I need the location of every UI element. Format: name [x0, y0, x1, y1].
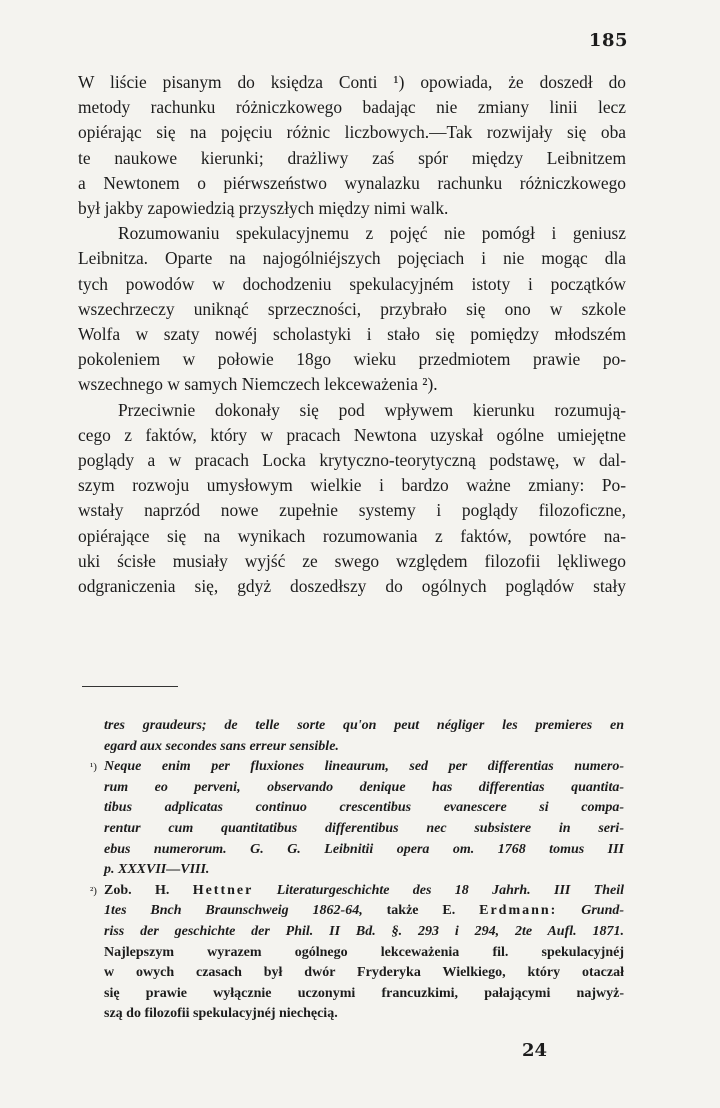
footnote-line: tibus adplicatas continuo crescentibus evanescere si compa- [104, 800, 624, 816]
text-line: tych powodów w dochodzeniu spekulacyjném istoty i początków [78, 273, 626, 294]
text-line: uki ścisłe musiały wyjść ze swego względem filozofii lękliwego [78, 550, 626, 571]
text-line: a Newtonem o piérwszeństwo wynalazku rachunku różniczkowego [78, 172, 626, 193]
text-line: szym rozwoju umysłowym wielkie i bardzo ważne zmiany: Po- [78, 475, 626, 496]
page-number: 185 [588, 30, 628, 51]
footnote-1 [90, 757, 624, 778]
text-line: opiérając się na pojęciu różnic liczbowych.—Tak rozwijały się oba [78, 122, 626, 143]
text-line: opiérające się na wynikach rozumowania z faktów, powtóre na- [78, 525, 626, 546]
footnote-line: w owych czasach był dwór Fryderyka Wielkiego, który otaczał [104, 965, 624, 981]
text-line: Rozumowaniu spekulacyjnemu z pojęć nie pomógł i geniusz [118, 223, 626, 244]
footnote-line: rum eo perveni, observando denique has differentias quantita- [104, 779, 624, 795]
author-name: Hettner [192, 882, 254, 898]
text-line: wszechrzeczy uniknąć sprzeczności, przybrało się ono w szkole [78, 298, 626, 319]
signature-mark: 24 [522, 1040, 548, 1061]
footnote-line: ebus numerorum. G. G. Leibnitii opera om. 1768 tomus III [104, 841, 624, 857]
footnote-line: szą do filozofii spekulacyjnéj niechęcią. [104, 1006, 338, 1022]
footnote-line: Neque enim per fluxiones lineaurum, sed per differentias numero- [104, 759, 624, 775]
text-line: wszechnego w samych Niemczech lekceważenia ²). [78, 374, 438, 395]
book-title: Grund- [581, 903, 625, 919]
author-name: Erdmann: [479, 903, 558, 919]
footnote-text: także E. [386, 903, 456, 919]
footnote-2 [90, 881, 625, 902]
footnote-line: rentur cum quantitatibus differentibus nec subsistere in seri- [104, 820, 624, 836]
footnote-line: egard aux secondes sans erreur sensible. [104, 738, 339, 754]
text-line: był jakby zapowiedzią przyszłych między nimi walk. [78, 198, 449, 219]
footnote-text: Zob. H. [104, 882, 170, 898]
text-line: te naukowe kierunki; drażliwy zaś spór między Leibnitzem [78, 147, 626, 168]
text-line: pokoleniem w połowie 18go wieku przedmiotem prawie po- [78, 349, 626, 370]
footnote-separator [82, 686, 178, 687]
text-line: poglądy a w pracach Locka krytyczno-teorytyczną podstawę, w dal- [78, 450, 626, 471]
text-line: Wolfa w szaty nowéj scholastyki i stało się pomiędzy młodszém [78, 324, 626, 345]
footnote-line: p. XXXVII—VIII. [104, 862, 210, 878]
footnote-marker: ¹) [90, 761, 97, 774]
text-line: Przeciwnie dokonały się pod wpływem kierunku rozumują- [118, 399, 626, 420]
footnote-line: tres graudeurs; de telle sorte qu'on peut négliger les premieres en [104, 718, 624, 733]
footnote-line: riss der geschichte der Phil. II Bd. §. 293 i 294, 2te Aufl. 1871. [104, 923, 624, 939]
footnote-line: Najlepszym wyrazem ogólnego lekceważenia fil. spekulacyjnéj [104, 944, 624, 960]
book-title: 1tes Bnch Braunschweig 1862-64, [104, 903, 363, 919]
footnote-marker: ²) [90, 884, 97, 897]
book-title: Literaturgeschichte des 18 Jahrh. III Theil [276, 882, 625, 898]
text-line: metody rachunku różniczkowego badając nie zmiany linii lecz [78, 97, 626, 118]
footnote-line [104, 901, 624, 922]
text-line: W liście pisanym do księdza Conti ¹) opowiada, że doszedł do [78, 72, 626, 92]
text-line: odgraniczenia się, gdyż doszedłszy do ogólnych poglądów stały [78, 576, 626, 597]
text-line: Leibnitza. Oparte na najogólniéjszych pojęciach i nie mogąc dla [78, 248, 626, 269]
footnote-line [104, 881, 624, 902]
text-line: wstały naprzód nowe zupełnie systemy i poglądy filozoficzne, [78, 500, 626, 521]
footnote-line: się prawie wyłącznie uczonymi francuzkimi, pałającymi najwyż- [104, 985, 624, 1001]
footnotes [90, 716, 625, 1025]
text-line: cego z faktów, który w pracach Newtona uzyskał ogólne umiejętne [78, 424, 626, 445]
main-text [78, 70, 626, 599]
